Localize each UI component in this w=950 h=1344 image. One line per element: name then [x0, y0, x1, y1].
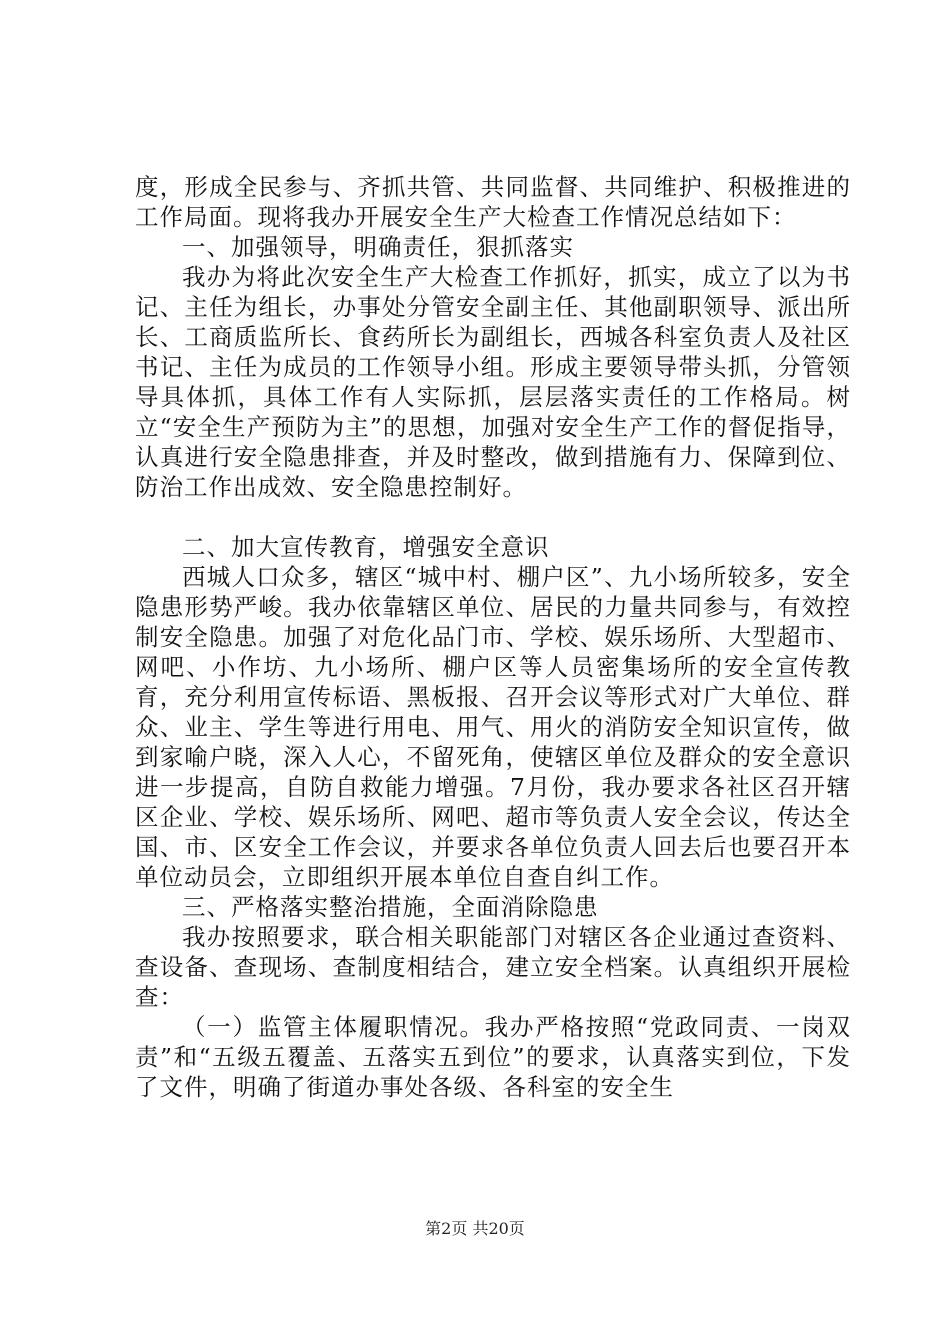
- paragraph-leadership: 我办为将此次安全生产大检查工作抓好，抓实，成立了以为书记、主任为组长，办事处分管安全副主任、其他副职领导、派出所长、工商质监所长、食药所长为副组长，西城各科室负责人及社区书记、主任为成员的工作领导小组。形成主要领导带头抓，分管领导具体抓，具体工作有人实际抓，层层落实责任的工作格局。树立“安全生产预防为主”的思想，加强对安全生产工作的督促指导，认真进行安全隐患排查，并及时整改，做到措施有力、保障到位、防治工作出成效、安全隐患控制好。: [135, 263, 851, 501]
- page-number-footer: 第2页 共20页: [425, 1219, 525, 1238]
- paragraph-continuation: 度，形成全民参与、齐抓共管、共同监督、共同维护、积极推进的工作局面。现将我办开展安全生产大检查工作情况总结如下：: [135, 173, 851, 231]
- section-heading-3: 三、严格落实整治措施，全面消除隐患: [182, 893, 599, 921]
- section-heading-2: 二、加大宣传教育，增强安全意识: [182, 533, 550, 561]
- paragraph-publicity: 西城人口众多，辖区“城中村、棚户区”、九小场所较多，安全隐患形势严峻。我办依靠辖区单位、居民的力量共同参与，有效控制安全隐患。加强了对危化品门市、学校、娱乐场所、大型超市、网吧、小作坊、九小场所、棚户区等人员密集场所的安全宣传教育，充分利用宣传标语、黑板报、召开会议等形式对广大单位、群众、业主、学生等进行用电、用气、用火的消防安全知识宣传，做到家喻户晓，深入人心，不留死角，使辖区单位及群众的安全意识进一步提高，自防自救能力增强。7月份，我办要求各社区召开辖区企业、学校、娱乐场所、网吧、超市等负责人安全会议，传达全国、市、区安全工作会议，并要求各单位负责人回去后也要召开本单位动员会，立即组织开展本单位自查自纠工作。: [135, 563, 851, 891]
- section-heading-1: 一、加强领导，明确责任，狠抓落实: [182, 233, 574, 261]
- paragraph-inspection: 我办按照要求，联合相关职能部门对辖区各企业通过查资料、查设备、查现场、查制度相结合，建立安全档案。认真组织开展检查：: [135, 923, 851, 1011]
- document-body: [135, 172, 851, 1102]
- paragraph-supervision: （一）监管主体履职情况。我办严格按照“党政同责、一岗双责”和“五级五覆盖、五落实五到位”的要求，认真落实到位，下发了文件，明确了街道办事处各级、各科室的安全生: [135, 1013, 851, 1101]
